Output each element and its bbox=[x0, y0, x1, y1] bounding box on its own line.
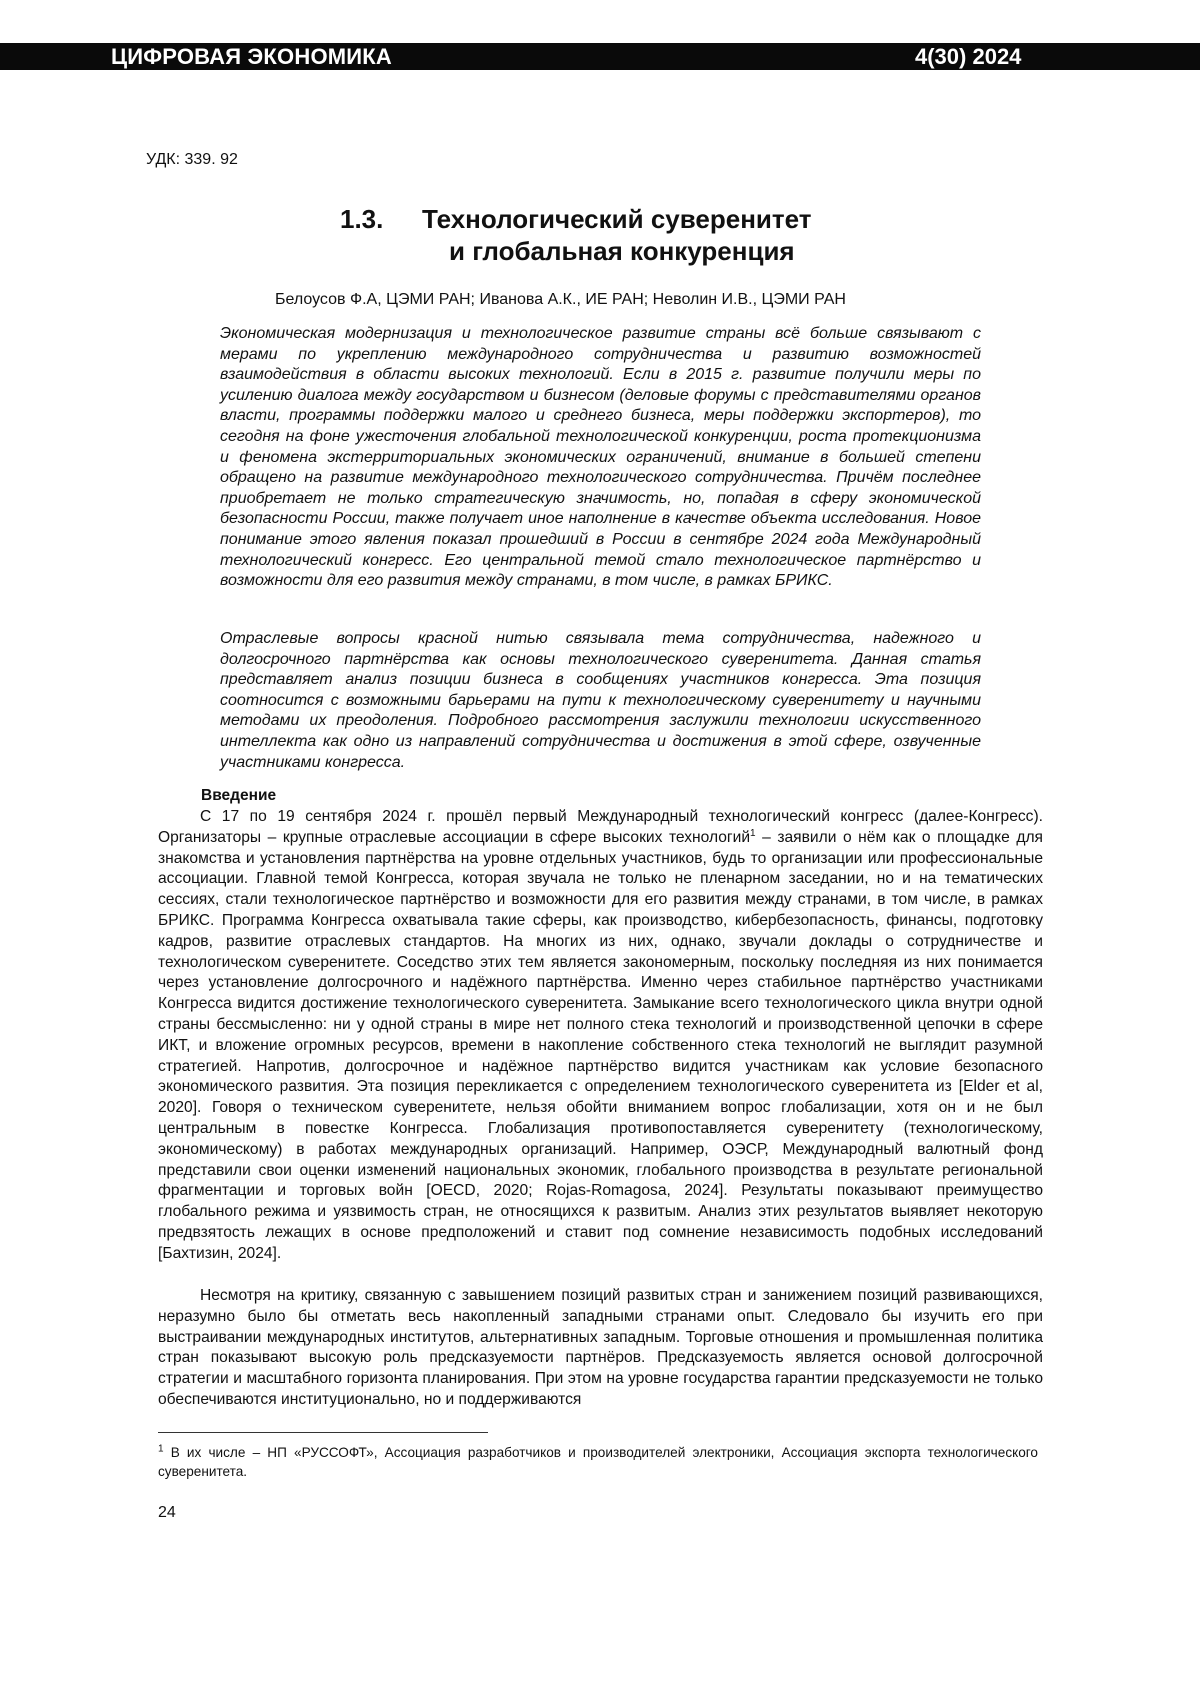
body-paragraph-1 bbox=[158, 807, 1043, 1265]
title-line-1: Технологический суверенитет bbox=[422, 204, 812, 234]
footnote bbox=[158, 1443, 1038, 1481]
body-paragraph-2: Несмотря на критику, связанную с завышением позиций развитых стран и занижением позиций развивающихся, неразумно было бы отметать весь накопленный западными странами опыт. Следовало бы изучить его при выстраивании международных институтов, альтернативных западным. Торговые отношения и промышленная политика стран показывают высокую роль предсказуемости партнёров. Предсказуемость является основой долгосрочной стратегии и масштабного горизонта планирования. При этом на уровне государства гарантии предсказуемости не только обеспечиваются институционально, но и поддерживаются bbox=[158, 1287, 1043, 1408]
authors: Белоусов Ф.А, ЦЭМИ РАН; Иванова А.К., ИЕ РАН; Неволин И.В., ЦЭМИ РАН bbox=[275, 291, 846, 308]
abstract-paragraph-1: Экономическая модернизация и технологическое развитие страны всё больше связывают с мерами по укреплению международного сотрудничества и развитию возможностей взаимодействия в области высоких технологий. Если в 2015 г. развитие получили меры по усилению диалога между государством и бизнесом (деловые форумы с представителями органов власти, программы поддержки малого и среднего бизнеса, меры поддержки экспортеров), то сегодня на фоне ужесточения глобальной технологической конкуренции, роста протекционизма и феномена экстерриториальных экономических ограничений, внимание в большей степени обращено на развитие международного технологического сотрудничества. Причём последнее приобретает не только стратегическую значимость, но, попадая в сферу экономической безопасности России, также получает иное наполнение в качестве объекта исследования. Новое понимание этого явления показал прошедший в России в сентябре 2024 года Международный технологический конгресс. Его центральной темой стало технологическое партнёрство и возможности для его развития между странами, в том числе, в рамках БРИКС. bbox=[220, 325, 981, 590]
journal-header-bar bbox=[0, 43, 1200, 70]
udc-code: УДК: 339. 92 bbox=[146, 151, 238, 168]
footnote-mark: 1 bbox=[158, 1443, 164, 1455]
article-title bbox=[340, 203, 860, 267]
paragraph-1-part-1: С 17 по 19 сентября 2024 г. прошёл первый Международный технологический конгресс (далее-Конгресс). Организаторы – крупные отраслевые ассоциации в сфере высоких технологий bbox=[158, 808, 1043, 846]
footnote-text: В их числе – НП «РУССОФТ», Ассоциация разработчиков и производителей электроники, Ассоциация экспорта технологического суверенитета. bbox=[158, 1445, 1038, 1479]
abstract-paragraph-2: Отраслевые вопросы красной нитью связывала тема сотрудничества, надежного и долгосрочного партнёрства как основы технологического суверенитета. Данная статья представляет анализ позиции бизнеса в сообщениях участников конгресса. Эта позиция соотносится с возможными барьерами на пути к технологическому суверенитету и научными методами их преодоления. Подробного рассмотрения заслужили технологии искусственного интеллекта как одно из направлений сотрудничества и достижения в этой сфере, озвученные участниками конгресса. bbox=[220, 630, 981, 771]
section-heading-introduction: Введение bbox=[201, 787, 277, 804]
issue-number: 4(30) 2024 bbox=[915, 44, 1022, 69]
footnote-divider bbox=[158, 1432, 488, 1433]
section-number: 1.3. bbox=[340, 204, 384, 234]
title-line-2: и глобальная конкуренция bbox=[449, 236, 795, 266]
paragraph-1-part-2: – заявили о нём как о площадке для знакомства и установления партнёрства на уровне отдельных участников, будь то организации или профессиональные ассоциации. Главной темой Конгресса, которая звучала не только не пленарном заседании, но и на тематических сессиях, стали технологическое партнёрство и возможности для его развития между странами, в том числе, в рамках БРИКС. Программа Конгресса охватывала такие сферы, как производство, кибербезопасность, финансы, подготовку кадров, развитие отраслевых стандартов. На многих из них, однако, звучали доклады о сотрудничестве и технологическом суверенитете. Соседство этих тем является закономерным, поскольку последняя из них понимается через установление долгосрочного и надёжного партнёрства. Именно через стабильное партнёрство участниками Конгресса видится достижение технологического суверенитета. Замыкание всего технологического цикла внутри одной страны бессмысленно: ни у одной страны в мире нет полного стека технологий и производственной цепочки в сфере ИКТ, и вложение огромных ресурсов, времени в накопление собственного стека технологий не выглядит разумной стратегией. Напротив, долгосрочное и надёжное партнёрство видится участникам как условие безопасного экономического развития. Эта позиция перекликается с определением технологического суверенитета из [Elder et al, 2020]. Говоря о техническом суверенитете, нельзя обойти вниманием вопрос глобализации, хотя он и не был центральным в повестке Конгресса. Глобализация противопоставляется суверенитету (технологическому, экономическому) в работах международных организаций. Например, ОЭСР, Международный валютный фонд представили свои оценки изменений национальных экономик, глобального производства в результате региональной фрагментации и торговых войн [OECD, 2020; Rojas-Romagosa, 2024]. Результаты показывают преимущество глобального режима и уязвимость стран, не относящихся к развитым. Анализ этих результатов выявляет некоторую предвзятость лежащих в основе предположений и ставит под сомнение независимость подобных исследований [Бахтизин, 2024]. bbox=[158, 828, 1043, 1262]
page-number: 24 bbox=[158, 1504, 176, 1521]
journal-title: ЦИФРОВАЯ ЭКОНОМИКА bbox=[111, 44, 393, 69]
footnote-reference: 1 bbox=[750, 827, 756, 839]
